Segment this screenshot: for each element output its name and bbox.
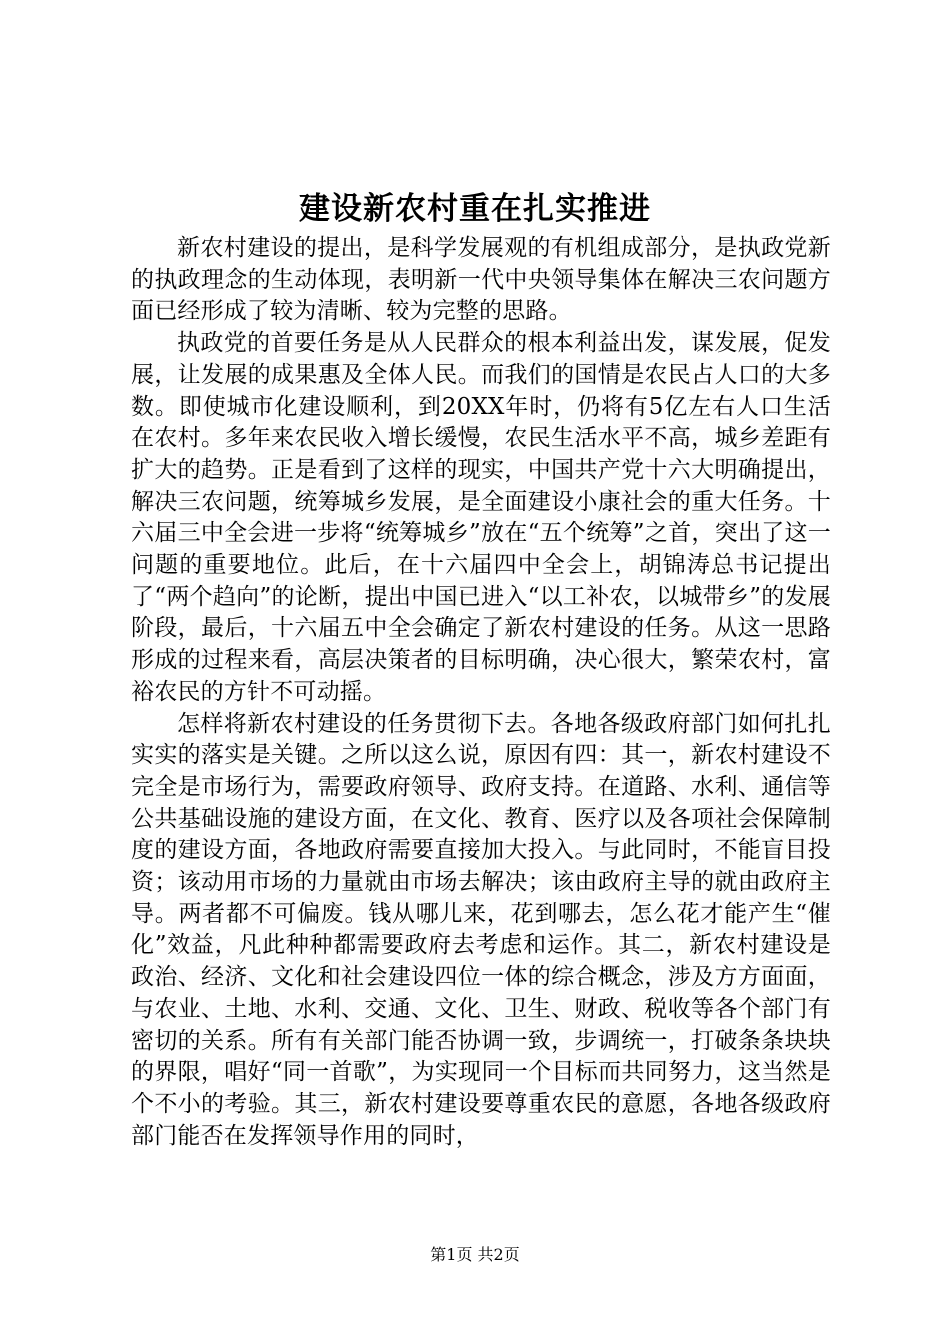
paragraph-3: 怎样将新农村建设的任务贯彻下去。各地各级政府部门如何扎扎实实的落实是关键。之所以这么说，原因有四：其一，新农村建设不完全是市场行为，需要政府领导、政府支持。在道路、水利、通信等公共基础设施的建设方面，在文化、教育、医疗以及各项社会保障制度的建设方面，各地政府需要直接加大投入。与此同时，不能盲目投资；该动用市场的力量就由市场去解决；该由政府主导的就由政府主导。两者都不可偏废。钱从哪儿来，花到哪去，怎么花才能产生“催化”效益，凡此种种都需要政府去考虑和运作。其二，新农村建设是政治、经济、文化和社会建设四位一体的综合概念，涉及方方面面，与农业、土地、水利、交通、文化、卫生、财政、税收等各个部门有密切的关系。所有有关部门能否协调一致，步调统一，打破条条块块的界限，唱好“同一首歌”，为实现同一个目标而共同努力，这当然是个不小的考验。其三，新农村建设要尊重农民的意愿，各地各级政府部门能否在发挥领导作用的同时， xyxy=(131,710,831,1149)
document-title: 建设新农村重在扎实推进 xyxy=(299,191,651,227)
paragraph-1: 新农村建设的提出，是科学发展观的有机组成部分，是执政党新的执政理念的生动体现，表明新一代中央领导集体在解决三农问题方面已经形成了较为清晰、较为完整的思路。 xyxy=(131,235,831,325)
document-body xyxy=(131,233,831,1152)
page-footer: 第1页 共2页 xyxy=(430,1245,520,1264)
paragraph-2: 执政党的首要任务是从人民群众的根本利益出发，谋发展，促发展，让发展的成果惠及全体人民。而我们的国情是农民占人口的大多数。即使城市化建设顺利，到20XX年时，仍将有5亿左右人口生活在农村。多年来农民收入增长缓慢，农民生活水平不高，城乡差距有扩大的趋势。正是看到了这样的现实，中国共产党十六大明确提出，解决三农问题，统筹城乡发展，是全面建设小康社会的重大任务。十六届三中全会进一步将“统筹城乡”放在“五个统筹”之首，突出了这一问题的重要地位。此后，在十六届四中全会上，胡锦涛总书记提出了“两个趋向”的论断，提出中国已进入“以工补农，以城带乡”的发展阶段，最后，十六届五中全会确定了新农村建设的任务。从这一思路形成的过程来看，高层决策者的目标明确，决心很大，繁荣农村，富裕农民的方针不可动摇。 xyxy=(131,330,831,705)
